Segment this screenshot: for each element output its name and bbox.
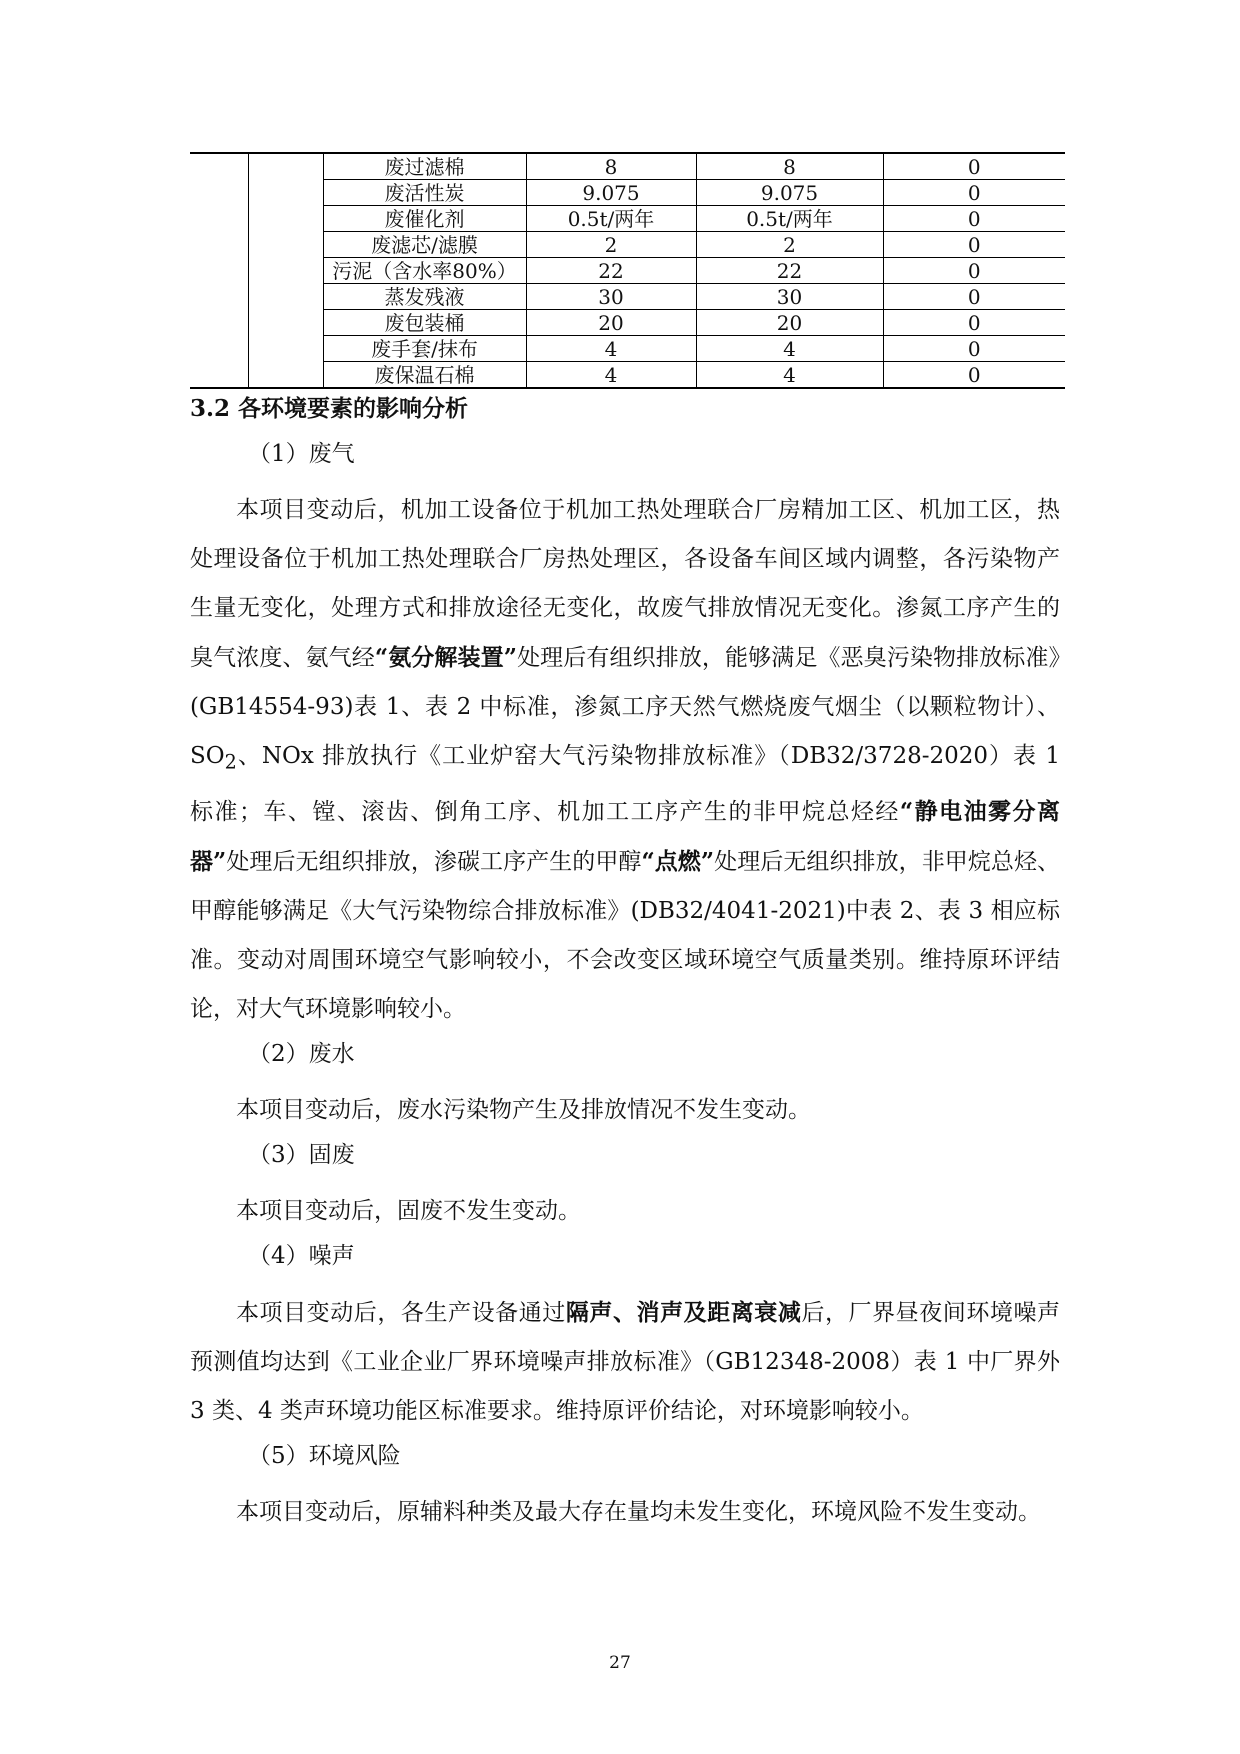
paragraph-risk: 本项目变动后，原辅料种类及最大存在量均未发生变化，环境风险不发生变动。 <box>236 1498 1041 1525</box>
value-cell: 0 <box>883 258 1065 284</box>
waste-name: 蒸发残液 <box>323 284 526 310</box>
value-cell: 2 <box>696 232 883 258</box>
item-heading-gas: （1）废气 <box>248 441 355 467</box>
text-run: 处理后无组织排放，非甲烷总烃、甲醇能够满足《大气污染物综合排放标准》(DB32/4041-2021)中表 2、表 3 相应标准。变动对周围环境空气影响较小，不会改变区域环境空气质量类别。维持原环评结论，对大气环境影响较小。 <box>190 848 1061 1022</box>
value-cell: 4 <box>526 336 696 362</box>
value-cell: 2 <box>526 232 696 258</box>
value-cell: 0 <box>883 336 1065 362</box>
value-cell: 0 <box>883 232 1065 258</box>
value-cell: 4 <box>696 362 883 389</box>
paragraph-noise <box>190 1288 1060 1436</box>
value-cell: 0 <box>883 153 1065 180</box>
value-cell: 20 <box>696 310 883 336</box>
solid-waste-table <box>190 152 1065 389</box>
value-cell: 0 <box>883 206 1065 232</box>
value-cell: 8 <box>526 153 696 180</box>
item-heading-risk: （5）环境风险 <box>248 1442 401 1469</box>
value-cell: 20 <box>526 310 696 336</box>
text-run: 处理后无组织排放，渗碳工序产生的甲醇 <box>226 848 642 875</box>
section-title: 3.2 各环境要素的影响分析 <box>190 395 469 422</box>
value-cell: 8 <box>696 153 883 180</box>
waste-name: 废包装桶 <box>323 310 526 336</box>
text-run: 后，厂界昼夜间环境噪声预测值均达到《工业企业厂界环境噪声排放标准》（GB12348-2008）表 1 中厂界外 3 类、4 类声环境功能区标准要求。维持原评价结论，对环境影响较小。 <box>190 1299 1061 1424</box>
table-row <box>190 153 1065 180</box>
document-body <box>190 437 1060 1537</box>
waste-name: 废催化剂 <box>323 206 526 232</box>
value-cell: 0 <box>883 180 1065 206</box>
waste-name: 废过滤棉 <box>323 153 526 180</box>
value-cell: 22 <box>526 258 696 284</box>
value-cell: 0 <box>883 362 1065 389</box>
bold-text: “氨分解装置” <box>374 644 517 671</box>
value-cell: 4 <box>696 336 883 362</box>
value-cell: 22 <box>696 258 883 284</box>
item-heading-solid: （3）固废 <box>248 1141 355 1168</box>
text-run: 、NOx 排放执行《工业炉窑大气污染物排放标准》（DB32/3728-2020）表 1 标准；车、镗、滚齿、倒角工序、机加工工序产生的非甲烷总烃经 <box>190 743 1060 825</box>
paragraph-water: 本项目变动后，废水污染物产生及排放情况不发生变动。 <box>236 1096 811 1123</box>
waste-name: 污泥（含水率80%） <box>323 258 526 284</box>
item-heading-water: （2）废水 <box>248 1040 355 1067</box>
value-cell: 0.5t/两年 <box>696 206 883 232</box>
value-cell: 4 <box>526 362 696 389</box>
value-cell: 0 <box>883 284 1065 310</box>
value-cell: 9.075 <box>526 180 696 206</box>
bold-text: 隔声、消声及距离衰减 <box>565 1298 802 1326</box>
paragraph-solid: 本项目变动后，固废不发生变动。 <box>236 1197 581 1224</box>
text-run: 本项目变动后，机加工设备位于机加工热处理联合厂房精加工区、机加工区，热处理设备位于机加工热处理联合厂房热处理区，各设备车间区域内调整，各污染物产生量无变化，处理方式和排放途径无变化，故废气排放情况无变化。渗氮工序产生的臭气浓度、氨气经 <box>190 497 1060 671</box>
merged-cell <box>190 153 248 388</box>
value-cell: 9.075 <box>696 180 883 206</box>
bold-text: “点燃” <box>641 847 715 875</box>
waste-name: 废保温石棉 <box>323 362 526 389</box>
text-run: 处理后有组织排放，能够满足《恶臭污染物排放标准》(GB14554-93)表 1、表 2 中标准，渗氮工序天然气燃烧废气烟尘（以颗粒物计）、SO <box>190 645 1061 769</box>
subscript: 2 <box>224 750 237 774</box>
waste-name: 废滤芯/滤膜 <box>323 232 526 258</box>
page-number: 27 <box>609 1653 631 1673</box>
paragraph-gas <box>190 486 1060 1034</box>
text-run: 本项目变动后，各生产设备通过 <box>236 1299 566 1326</box>
merged-cell <box>248 153 323 388</box>
item-heading-noise: （4）噪声 <box>248 1242 355 1269</box>
value-cell: 30 <box>526 284 696 310</box>
value-cell: 0.5t/两年 <box>526 206 696 232</box>
value-cell: 0 <box>883 310 1065 336</box>
waste-name: 废手套/抹布 <box>323 336 526 362</box>
bold-text: “静电油雾分离器” <box>190 797 1061 875</box>
waste-name: 废活性炭 <box>323 180 526 206</box>
value-cell: 30 <box>696 284 883 310</box>
